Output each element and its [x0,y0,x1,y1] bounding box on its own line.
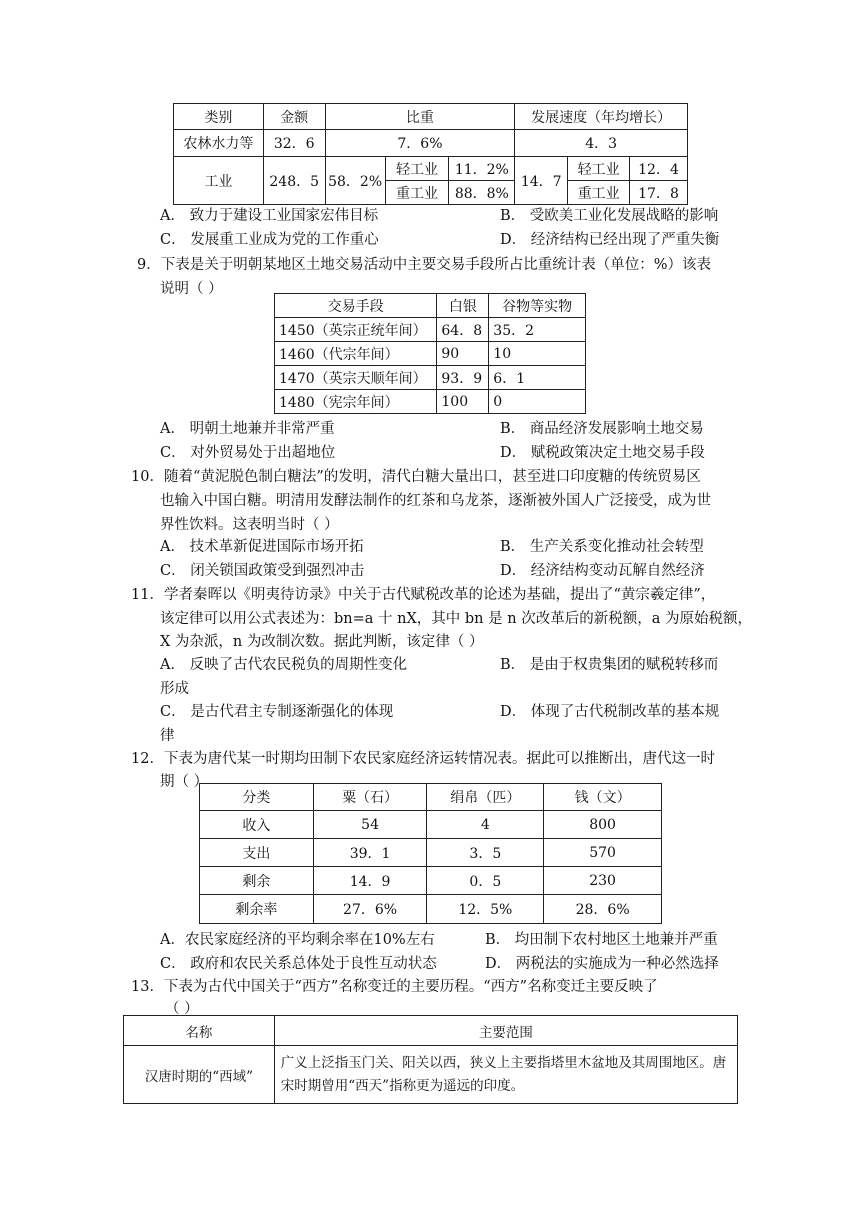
q11-option-b-cont: 形成 [160,681,189,697]
cell: 100 [437,390,489,414]
cell: 收入 [200,811,314,839]
q10-stem-line1: 10．随着“黄泥脱色制白糖法”的发明，清代白糖大量出口，甚至进口印度糖的传统贸易区 [131,469,701,485]
q9-stem-line2: 说明（ ） [160,281,223,297]
q11-option-a: A． 反映了古代农民税负的周期性变化 [160,657,408,673]
header-amount: 金额 [263,104,325,130]
header-category: 分类 [200,784,314,811]
q9-option-a: A． 明朝土地兼并非常严重 [160,421,335,437]
q8-option-c: C． 发展重工业成为党的工作重心 [160,232,379,248]
q10-option-c: C． 闭关锁国政策受到强烈冲击 [160,563,365,579]
q9-option-c: C． 对外贸易处于出超地位 [160,445,336,461]
cell: 230 [544,867,662,895]
q12-stem-line1: 12．下表为唐代某一时期均田制下农民家庭经济运转情况表。据此可以推断出，唐代这一时 [131,751,715,767]
q11-option-d-cont: 律 [160,728,175,744]
q11-option-c: C． 是古代君主专制逐渐强化的体现 [160,704,394,720]
cell: 农林水力等 [174,130,264,157]
header-scope: 主要范围 [274,1016,737,1046]
q9-stem-line1: 9．下表是关于明朝某地区土地交易活动中主要交易手段所占比重统计表（单位：%）该表 [137,257,711,273]
cell: 工业 [174,157,264,205]
cell: 剩余率 [200,895,314,924]
q8-option-d: D． 经济结构已经出现了严重失衡 [500,232,720,248]
cell: 3．5 [427,839,544,867]
cell: 1480（宪宗年间） [275,390,437,414]
cell: 17．8 [630,181,688,205]
cell: 12．4 [630,157,688,181]
q13-table [123,1015,738,1104]
q9-option-d: D． 赋税政策决定土地交易手段 [500,445,705,461]
header-share: 比重 [325,104,515,130]
cell: 39．1 [313,839,427,867]
cell: 54 [313,811,427,839]
cell: 7．6% [325,130,515,157]
q8-option-a: A． 致力于建设工业国家宏伟目标 [160,208,379,224]
q8-table [173,103,688,205]
cell: 93．9 [437,366,489,390]
q8-option-b: B． 受欧美工业化发展战略的影响 [500,208,719,224]
header-category: 类别 [174,104,264,130]
q12-option-c: C． 政府和农民关系总体处于良性互动状态 [160,956,437,972]
header-money: 钱（文） [544,784,662,811]
cell: 32．6 [263,130,325,157]
cell: 1470（英宗天顺年间） [275,366,437,390]
q9-table [274,293,586,414]
cell: 248．5 [263,157,325,205]
header-speed: 发展速度（年均增长） [515,104,688,130]
q10-stem-line3: 界性饮料。这表明当时（ ） [160,517,339,533]
cell: 广义上泛指玉门关、阳关以西，狭义上主要指塔里木盆地及其周围地区。唐宋时期曾用“西天”指称更为遥远的印度。 [274,1046,737,1104]
cell: 10 [489,342,586,366]
cell: 6．1 [489,366,586,390]
q10-option-d: D． 经济结构变动瓦解自然经济 [500,563,705,579]
cell: 重工业 [568,181,630,205]
cell: 轻工业 [385,157,449,181]
q13-stem-line1: 13．下表为古代中国关于“西方”名称变迁的主要历程。“西方”名称变迁主要反映了 [131,979,658,995]
cell: 800 [544,811,662,839]
header-grain: 粟（石） [313,784,427,811]
q9-option-b: B． 商品经济发展影响土地交易 [500,421,704,437]
cell: 0 [489,390,586,414]
q10-option-a: A． 技术革新促进国际市场开拓 [160,539,364,555]
q12-option-b: B． 均田制下农村地区土地兼并严重 [485,932,718,948]
q12-option-d: D． 两税法的实施成为一种必然选择 [485,956,719,972]
cell: 轻工业 [568,157,630,181]
header-name: 名称 [124,1016,275,1046]
cell: 0．5 [427,867,544,895]
header-silver: 白银 [437,294,489,318]
cell: 90 [437,342,489,366]
cell: 27．6% [313,895,427,924]
cell: 64．8 [437,318,489,342]
q11-option-d: D． 体现了古代税制改革的基本规 [500,704,720,720]
header-method: 交易手段 [275,294,437,318]
cell: 88．8% [449,181,515,205]
cell: 11．2% [449,157,515,181]
cell: 58．2% [325,157,385,205]
cell: 汉唐时期的“西域” [124,1046,275,1104]
cell: 14．9 [313,867,427,895]
q11-stem-line1: 11．学者秦晖以《明夷待访录》中关于古代赋税改革的论述为基础，提出了“黄宗羲定律”， [131,587,716,603]
cell: 14．7 [515,157,568,205]
q11-stem-line2: 该定律可以用公式表述为：bn=a 十 nX，其中 bn 是 n 次改革后的新税额，a 为原始税额， [160,611,752,627]
cell: 1460（代宗年间） [275,342,437,366]
cell: 4 [427,811,544,839]
q12-stem-line2: 期（ ） [160,774,209,790]
cell: 1450（英宗正统年间） [275,318,437,342]
q12-table [199,783,662,924]
cell: 4．3 [515,130,688,157]
cell: 剩余 [200,867,314,895]
cell: 28．6% [544,895,662,924]
q13-stem-line2: （ ） [165,1001,199,1017]
header-goods: 谷物等实物 [489,294,586,318]
q11-stem-line3: X 为杂派，n 为改制次数。据此判断，该定律（ ） [160,634,484,650]
q10-stem-line2: 也输入中国白糖。明清用发酵法制作的红茶和乌龙茶，逐渐被外国人广泛接受，成为世 [160,493,711,509]
q10-option-b: B． 生产关系变化推动社会转型 [500,539,704,555]
q12-option-a: A．农民家庭经济的平均剩余率在10%左右 [160,932,435,948]
q11-option-b: B． 是由于权贵集团的赋税转移而 [500,657,719,673]
header-silk: 绢帛（匹） [427,784,544,811]
cell: 支出 [200,839,314,867]
cell: 570 [544,839,662,867]
cell: 重工业 [385,181,449,205]
cell: 12．5% [427,895,544,924]
cell: 35．2 [489,318,586,342]
